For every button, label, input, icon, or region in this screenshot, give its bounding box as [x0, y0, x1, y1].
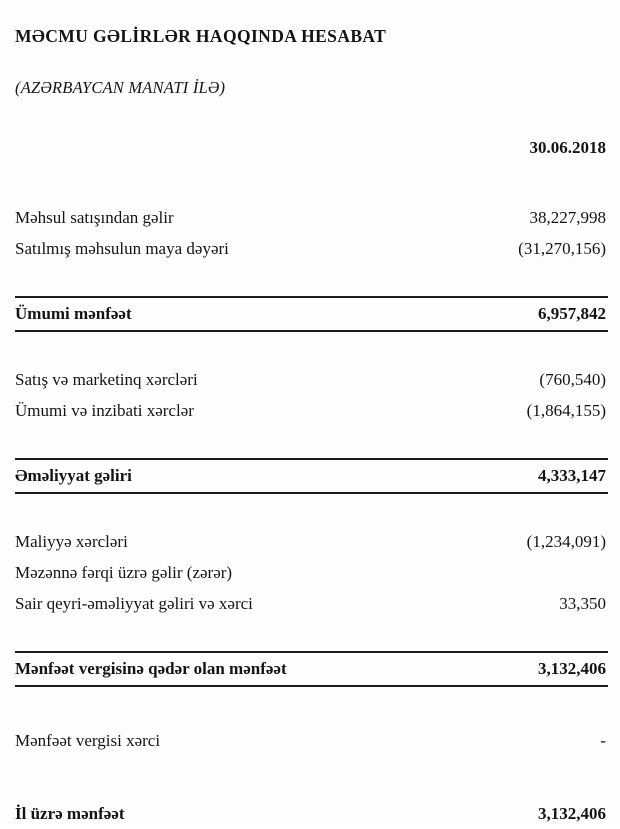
table-row-sales-marketing: [15, 364, 608, 395]
row-label: Ümumi və inzibati xərclər: [15, 401, 194, 420]
row-label: Satılmış məhsulun maya dəyəri: [15, 239, 229, 258]
table-row-finance-costs: [15, 526, 608, 557]
row-label: Məzənnə fərqi üzrə gəlir (zərər): [15, 563, 233, 582]
row-label: Mənfəət vergisinə qədər olan mənfəət: [15, 659, 287, 678]
row-label: Sair qeyri-əməliyyat gəliri və xərci: [15, 594, 253, 613]
table-row-revenue: [15, 202, 608, 233]
total-row-profit-for-year: [15, 798, 608, 829]
row-value: 38,227,998: [529, 208, 606, 227]
row-value: 3,132,406: [538, 804, 606, 823]
table-row-income-tax: [15, 725, 608, 756]
row-value: 4,333,147: [538, 466, 606, 485]
table-row-other-nonoperating: [15, 588, 608, 619]
row-label: Məhsul satışından gəlir: [15, 208, 174, 227]
row-label: Əməliyyat gəliri: [15, 466, 132, 485]
total-row-operating-income: [15, 458, 608, 494]
row-value: 6,957,842: [538, 304, 606, 323]
row-value: 33,350: [559, 594, 606, 613]
row-label: Maliyyə xərcləri: [15, 532, 128, 551]
period-column-header: 30.06.2018: [529, 138, 606, 157]
table-row-cost-of-sales: [15, 233, 608, 264]
table-row-admin-expenses: [15, 395, 608, 426]
table-row-fx-gain-loss: [15, 557, 608, 588]
row-value: (31,270,156): [518, 239, 606, 258]
row-label: Mənfəət vergisi xərci: [15, 731, 161, 750]
row-value: 3,132,406: [538, 659, 606, 678]
report-title: MƏCMU GƏLİRLƏR HAQQINDA HESABAT: [15, 26, 387, 46]
row-value: (1,864,155): [526, 401, 606, 420]
row-label: Ümumi mənfəət: [15, 304, 132, 323]
report-subtitle: (AZƏRBAYCAN MANATI İLƏ): [15, 78, 226, 97]
row-value: -: [600, 731, 606, 750]
total-row-gross-profit: [15, 296, 608, 332]
total-row-profit-before-tax: [15, 651, 608, 687]
row-value: (760,540): [539, 370, 606, 389]
row-label: Satış və marketinq xərcləri: [15, 370, 198, 389]
row-value: (1,234,091): [526, 532, 606, 551]
row-label: İl üzrə mənfəət: [15, 804, 125, 823]
